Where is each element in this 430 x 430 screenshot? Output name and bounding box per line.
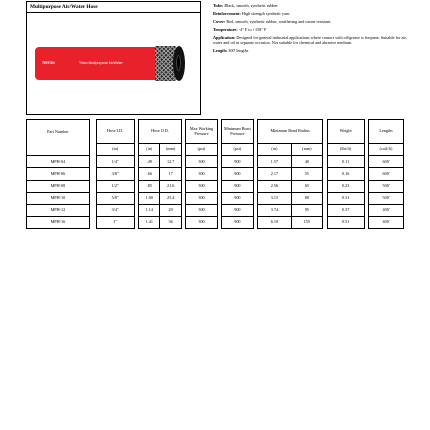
hose-core xyxy=(176,55,181,71)
cell-bend-radius-mm: 40 xyxy=(291,156,322,168)
cell-hose-od-mm: 29 xyxy=(160,204,181,216)
cell-bend-radius-in: 3.15 xyxy=(258,192,292,204)
cell-length: 500' xyxy=(369,192,404,204)
cell-min-burst-psi: 900 xyxy=(222,216,253,228)
cell-hose-od-mm: 21.6 xyxy=(160,180,181,192)
cell-hose-od-mm: 25.4 xyxy=(160,192,181,204)
cell-hose-id: 1" xyxy=(96,216,134,228)
product-title: Multipurpose Air/Water Hose xyxy=(27,2,200,13)
cell-part-number: MPH-16 xyxy=(27,216,90,228)
spec-cover-label: Cover: xyxy=(213,18,226,24)
spec-reinforcement-value: High strength synthetic yarn xyxy=(241,10,290,16)
cell-max-working-psi: 300 xyxy=(186,156,217,168)
cell-hose-id: 5/8" xyxy=(96,192,134,204)
cell-weight: 0.37 xyxy=(327,204,364,216)
spec-tube-value: Black, smooth, synthetic rubber xyxy=(224,3,278,8)
cell-min-burst-psi: 900 xyxy=(222,180,253,192)
hose-printed-text: Triton Multipurpose Air/Water xyxy=(79,61,123,65)
cell-hose-id: 3/4" xyxy=(96,204,134,216)
unit-burst-psi: (psi) xyxy=(222,144,253,156)
cell-hose-od-in: 1.41 xyxy=(139,216,160,228)
table-row xyxy=(27,204,404,216)
header-min-burst-pressure: Minimum Burst Pressure xyxy=(222,120,253,144)
cell-hose-od-in: .49 xyxy=(139,156,160,168)
cell-bend-radius-in: 6.10 xyxy=(258,216,292,228)
cell-hose-od-in: .85 xyxy=(139,180,160,192)
unit-od-mm: (mm) xyxy=(160,144,181,156)
unit-bend-in: (in) xyxy=(258,144,292,156)
cell-weight: 0.51 xyxy=(327,216,364,228)
cell-bend-radius-mm: 55 xyxy=(291,168,322,180)
cell-min-burst-psi: 900 xyxy=(222,192,253,204)
unit-id-in: (in) xyxy=(96,144,134,156)
spec-temperature-label: Temperature: xyxy=(213,26,238,32)
cell-bend-radius-mm: 80 xyxy=(291,192,322,204)
cell-hose-od-in: 1.00 xyxy=(139,192,160,204)
cell-max-working-psi: 300 xyxy=(186,168,217,180)
cell-weight: 0.16 xyxy=(327,168,364,180)
cell-length: 400' xyxy=(369,216,404,228)
unit-max-psi: (psi) xyxy=(186,144,217,156)
cell-length: 500' xyxy=(369,180,404,192)
cell-part-number: MPH-08 xyxy=(27,180,90,192)
cell-hose-od-mm: 12.7 xyxy=(160,156,181,168)
unit-weight: (lbs/ft) xyxy=(327,144,364,156)
spec-reinforcement xyxy=(213,11,409,16)
table-body xyxy=(27,156,404,229)
table-row xyxy=(27,156,404,168)
cell-part-number: MPH-10 xyxy=(27,192,90,204)
header-hose-od: Hose O.D. xyxy=(139,120,182,144)
cell-part-number: MPH-04 xyxy=(27,156,90,168)
spec-tube xyxy=(213,3,409,8)
cell-hose-id: 1/4" xyxy=(96,156,134,168)
spec-reinforcement-label: Reinforcement: xyxy=(213,10,241,16)
cell-min-burst-psi: 900 xyxy=(222,204,253,216)
spec-temperature xyxy=(213,27,409,32)
cell-bend-radius-mm: 95 xyxy=(291,204,322,216)
cell-hose-od-mm: 36 xyxy=(160,216,181,228)
cell-part-number: MPH-12 xyxy=(27,204,90,216)
cell-hose-id: 3/8" xyxy=(96,168,134,180)
cell-max-working-psi: 300 xyxy=(186,192,217,204)
spec-cover xyxy=(213,19,409,24)
spec-table xyxy=(26,119,404,229)
product-box xyxy=(26,1,201,115)
unit-bend-mm: (mm) xyxy=(291,144,322,156)
unit-od-in: (in) xyxy=(139,144,160,156)
cell-bend-radius-in: 3.74 xyxy=(258,204,292,216)
spec-application xyxy=(213,35,409,46)
spec-temperature-value: -4° F to +158° F xyxy=(238,26,267,32)
header-part-number: Part Number xyxy=(27,120,90,144)
cell-part-number: MPH-06 xyxy=(27,168,90,180)
spec-application-value: Designed for general industrial applications where contact with oil/grease is frequent. Suitable for air, water and oil in separate occasion. Not suitable for chemical and abrasive medium. xyxy=(213,34,407,45)
spec-application-label: Application: xyxy=(213,34,236,40)
cell-bend-radius-mm: 155 xyxy=(291,216,322,228)
cell-length: 400' xyxy=(369,204,404,216)
cell-bend-radius-mm: 65 xyxy=(291,180,322,192)
hose-image xyxy=(27,13,200,114)
cell-min-burst-psi: 900 xyxy=(222,156,253,168)
cell-weight: 0.11 xyxy=(327,156,364,168)
cell-bend-radius-in: 2.17 xyxy=(258,168,292,180)
table-row xyxy=(27,216,404,228)
unit-lengths: (coil/ft) xyxy=(369,144,404,156)
header-weight: Weight xyxy=(327,120,364,144)
hose-brand-label: TRITON xyxy=(42,61,55,65)
cell-weight: 0.31 xyxy=(327,192,364,204)
cell-bend-radius-in: 1.57 xyxy=(258,156,292,168)
header-lengths: Lengths xyxy=(369,120,404,144)
cell-hose-od-mm: 17 xyxy=(160,168,181,180)
spec-tube-label: Tube: xyxy=(213,3,224,8)
header-hose-id: Hose I.D. xyxy=(96,120,134,144)
spec-length-value: 300' lengths xyxy=(228,47,249,53)
cell-bend-radius-in: 2.56 xyxy=(258,180,292,192)
table-row xyxy=(27,180,404,192)
cell-length: 600' xyxy=(369,156,404,168)
spec-list xyxy=(213,3,409,56)
cell-max-working-psi: 300 xyxy=(186,216,217,228)
cell-max-working-psi: 300 xyxy=(186,180,217,192)
spec-length-label: Length: xyxy=(213,47,228,53)
header-min-bend-radius: Minimum Bend Radius xyxy=(258,120,323,144)
cell-min-burst-psi: 900 xyxy=(222,168,253,180)
spec-cover-value: Red, smooth, synthetic rubber, weathering and ozone resistant. xyxy=(226,18,332,24)
cell-max-working-psi: 300 xyxy=(186,204,217,216)
cell-weight: 0.23 xyxy=(327,180,364,192)
cell-hose-od-in: 1.14 xyxy=(139,204,160,216)
cell-hose-od-in: .66 xyxy=(139,168,160,180)
cell-length: 600' xyxy=(369,168,404,180)
table-units-row xyxy=(27,144,404,156)
table-row xyxy=(27,168,404,180)
cell-hose-id: 1/2" xyxy=(96,180,134,192)
table-row xyxy=(27,192,404,204)
header-max-working-pressure: Max Working Pressure xyxy=(186,120,217,144)
table-header-row xyxy=(27,120,404,144)
spec-length xyxy=(213,48,409,53)
